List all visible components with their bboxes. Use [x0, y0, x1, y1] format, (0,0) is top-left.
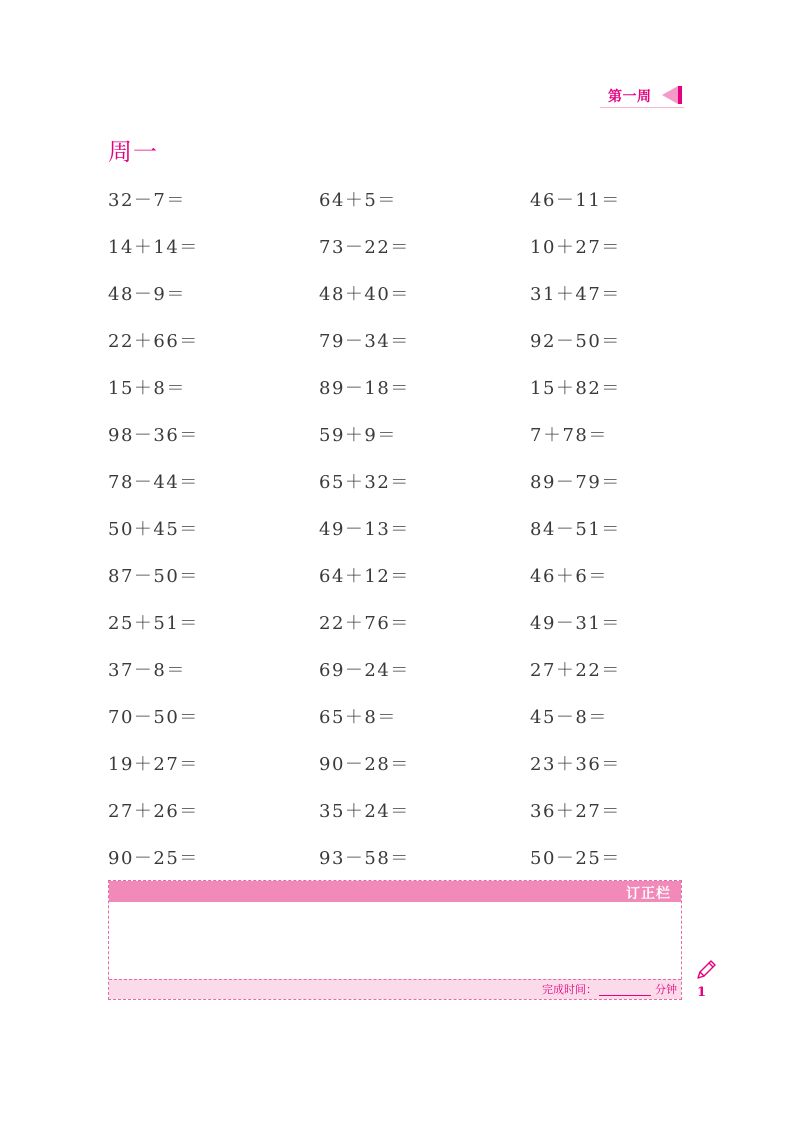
correction-header	[109, 881, 681, 902]
problem-item: 90－25＝	[108, 848, 199, 869]
problem-item: 49－31＝	[530, 613, 621, 634]
problem-item: 46＋6＝	[530, 566, 608, 587]
problem-item: 98－36＝	[108, 425, 199, 446]
problem-item: 31＋47＝	[530, 284, 621, 305]
page-number: 1	[697, 985, 707, 1000]
time-unit: 分钟	[655, 983, 677, 996]
problem-item: 32－7＝	[108, 190, 186, 211]
problem-item: 69－24＝	[319, 660, 410, 681]
week-tab	[600, 82, 684, 108]
correction-footer	[109, 979, 681, 999]
problem-item: 15＋8＝	[108, 378, 186, 399]
time-blank[interactable]	[599, 984, 651, 996]
problem-item: 59＋9＝	[319, 425, 397, 446]
problem-item: 93－58＝	[319, 848, 410, 869]
problem-item: 27＋22＝	[530, 660, 621, 681]
problem-item: 36＋27＝	[530, 801, 621, 822]
problem-item: 50－25＝	[530, 848, 621, 869]
problem-item: 65＋32＝	[319, 472, 410, 493]
problem-item: 23＋36＝	[530, 754, 621, 775]
correction-writing-area[interactable]	[109, 902, 681, 979]
week-label: 第一周	[608, 89, 652, 105]
time-label: 完成时间：	[542, 983, 597, 996]
problem-item: 64＋5＝	[319, 190, 397, 211]
problem-item: 90－28＝	[319, 754, 410, 775]
problem-item: 48＋40＝	[319, 284, 410, 305]
problem-item: 37－8＝	[108, 660, 186, 681]
problem-grid	[108, 186, 668, 876]
correction-title: 订正栏	[626, 886, 671, 902]
problem-item: 70－50＝	[108, 707, 199, 728]
problem-item: 84－51＝	[530, 519, 621, 540]
pencil-icon	[694, 958, 718, 982]
problem-item: 49－13＝	[319, 519, 410, 540]
problem-item: 78－44＝	[108, 472, 199, 493]
problem-item: 10＋27＝	[530, 237, 621, 258]
problem-item: 25＋51＝	[108, 613, 199, 634]
problem-item: 87－50＝	[108, 566, 199, 587]
problem-item: 73－22＝	[319, 237, 410, 258]
problem-item: 89－18＝	[319, 378, 410, 399]
problem-item: 89－79＝	[530, 472, 621, 493]
problem-item: 22＋66＝	[108, 331, 199, 352]
problem-item: 27＋26＝	[108, 801, 199, 822]
problem-item: 19＋27＝	[108, 754, 199, 775]
problem-item: 22＋76＝	[319, 613, 410, 634]
correction-box	[108, 880, 682, 1000]
problem-item: 45－8＝	[530, 707, 608, 728]
problem-item: 46－11＝	[530, 190, 621, 211]
page-title: 周一	[108, 138, 158, 166]
problem-item: 79－34＝	[319, 331, 410, 352]
problem-item: 50＋45＝	[108, 519, 199, 540]
problem-item: 92－50＝	[530, 331, 621, 352]
problem-item: 65＋8＝	[319, 707, 397, 728]
problem-item: 7＋78＝	[530, 425, 608, 446]
problem-item: 48－9＝	[108, 284, 186, 305]
problem-item: 35＋24＝	[319, 801, 410, 822]
problem-item: 15＋82＝	[530, 378, 621, 399]
left-arrow-icon	[660, 85, 684, 105]
completion-time-row	[542, 982, 677, 998]
problem-item: 14＋14＝	[108, 237, 199, 258]
problem-item: 64＋12＝	[319, 566, 410, 587]
